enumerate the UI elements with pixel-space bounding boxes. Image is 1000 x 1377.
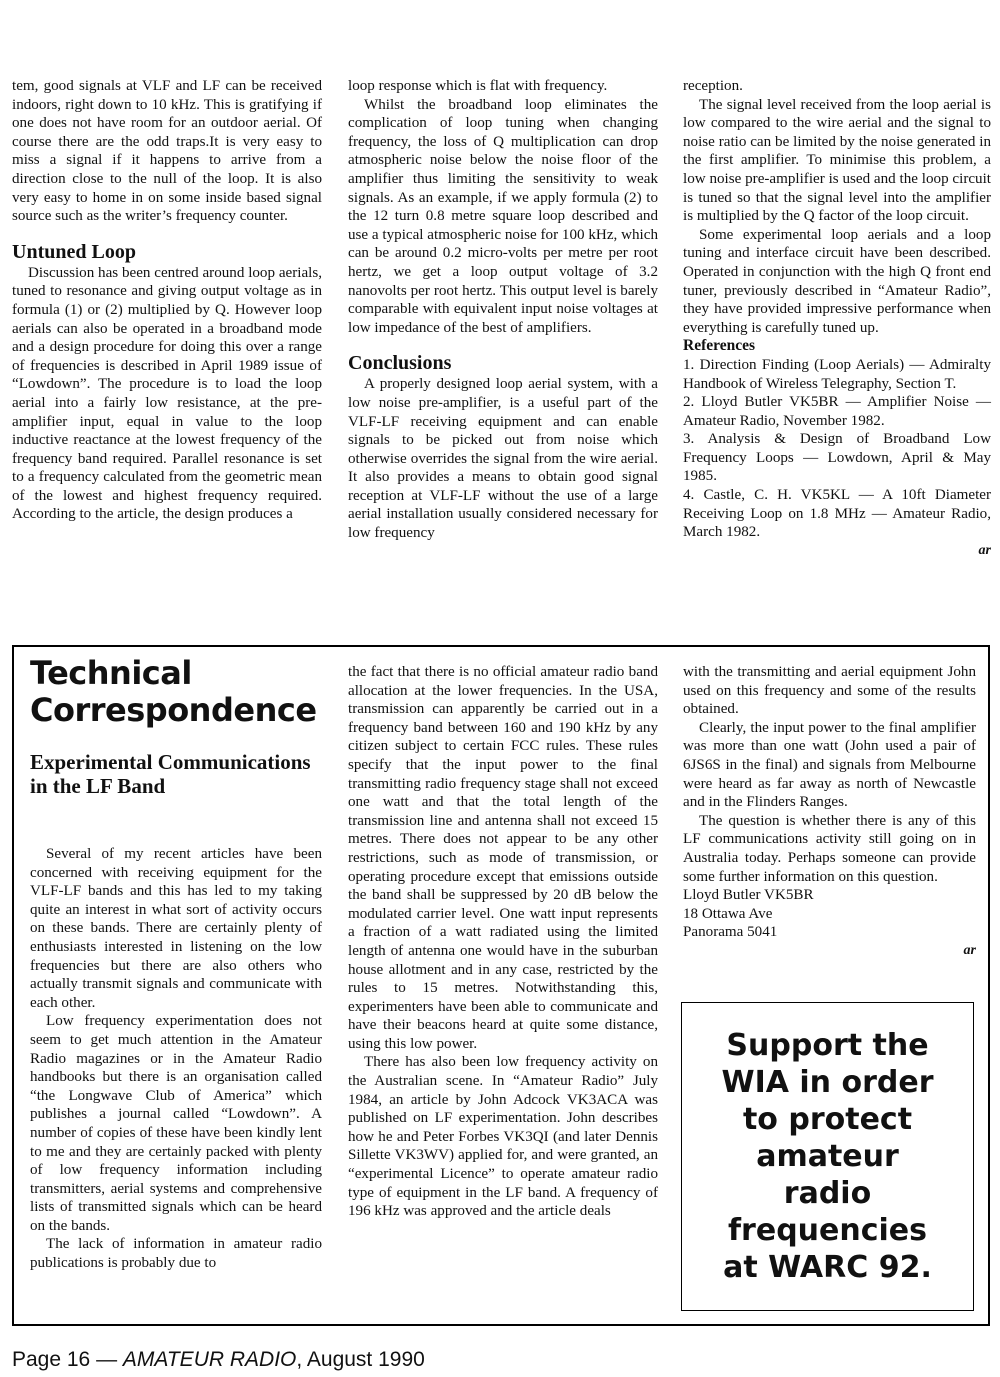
paragraph: Low frequency experimentation does not seem to get much attention in the Amateur Radio magazines or in the Amateur Radio handbooks but there is an organisation called “the Longwave Club of America” which publishes a journal called “Lowdown”. A number of copies of these have been kindly lent to me and they are certainly packed with plenty of low frequency information including transmitters, aerial systems and comprehensive lists of transmitted signals which can be heard on the bands. [30,1013,322,1234]
page-number: Page 16 — [12,1348,123,1371]
wia-advert-box [681,1002,974,1311]
article-end-mark: ar [978,542,991,558]
tc-column-1 [30,845,322,1273]
page-footer [12,1348,425,1372]
reference-item: 1. Direction Finding (Loop Aerials) — Admiralty Handbook of Wireless Telegraphy, Section T. [683,356,991,392]
tc-column-3 [683,663,976,961]
paragraph: with the transmitting and aerial equipment John used on this frequency and some of the results obtained. [683,664,976,718]
section-heading-conclusions: Conclusions [348,352,452,375]
article-title: Experimental Communications in the LF Band [30,750,311,798]
reference-item: 2. Lloyd Butler VK5BR — Amplifier Noise — Amateur Radio, November 1982. [683,394,991,429]
reference-item: 4. Castle, C. H. VK5KL — A 10ft Diameter Receiving Loop on 1.8 MHz — Amateur Radio, March 1982. [683,487,991,541]
author-name: Lloyd Butler VK5BR [683,887,814,904]
paragraph: The question is whether there is any of this LF communications activity still going on in Australia today. Perhaps someone can provide some further information on this question. [683,812,976,885]
paragraph: Whilst the broadband loop eliminates the complication of loop tuning when changing frequency, the loss of Q multiplication can drop atmospheric noise below the noise floor of the amplifier thus limiting the sensitivity to weak signals. As an example, if we apply formula (2) to the 12 turn 0.8 metre square loop described and use a typical atmospheric noise for 100 kHz, which can be around 0.2 micro-volts per metre per root hertz, we get a loop output voltage of 3.2 nanovolts per root hertz. This output level is barely comparable with equivalent input noise voltages at low impedance of the best of amplifiers. [348,96,658,336]
paragraph: There has also been low frequency activity on the Australian scene. In “Amateur Radio” July 1984, an article by John Adcock VK3ACA was published on LF experimentation. John describes how he and Peter Forbes VK3QI (and later Dennis Sillette VK3WV) applied for, and were granted, an “experimental Licence” to operate amateur radio type of equipment in the LF band. A frequency of 196 kHz was approved and the article deals [348,1054,658,1220]
section-heading-untuned-loop: Untuned Loop [12,240,136,263]
paragraph: Discussion has been centred around loop aerials, tuned to resonance and giving output voltage as in formula (1) or (2) multiplied by Q. However loop aerials can also be operated in a broadband mode and a design procedure for doing this over a range of frequencies is described in April 1989 issue of “Lowdown”. The procedure is to load the loop aerial into a fairly low resistance, at the pre-amplifier input, equal in value to the loop inductive reactance at the lowest frequency of the frequency band required. Parallel resonance is set to a frequency calculated from the geometric mean of the lowest and highest frequency required. According to the article, the design produces a [12,264,322,523]
paragraph: loop response which is flat with frequency. [348,78,608,94]
reference-item: 3. Analysis & Design of Broadband Low Frequency Loops — Lowdown, April & May 1985. [683,431,991,485]
top-column-3 [683,77,991,560]
wia-advert-text: Support the WIA in order to protect amateur radio frequencies at WARC 92. [721,1028,934,1285]
section-title [30,655,340,729]
author-address: Panorama 5041 [683,924,778,941]
references-heading: References [683,337,756,355]
paragraph: the fact that there is no official amateur radio band allocation at the lower frequencies. In the USA, transmission can apparently be carried out in a frequency band between 160 and 190 kHz by any citizen subject to certain FCC rules. These rules specify that the input power to the final transmitting radio frequency stage shall not exceed one watt and that the total length of the transmission line and antenna shall not exceed 15 metres. There does not appear to be any other restrictions, such as mode of transmission, or operating procedure except that emissions outside the band shall be suppressed by 20 dB below the modulated carrier level. One watt input represents a fraction of a watt radiated using the limited length of antenna one would have in the suburban house allotment and in any case, restricted by the rules to 15 metres. Notwithstanding this, experimenters have been able to communicate and have their beacons heard at quite some distance, using this low power. [348,664,658,1052]
title-line: Correspondence [30,691,317,729]
magazine-name: AMATEUR RADIO [122,1348,297,1371]
paragraph: The lack of information in amateur radio publications is probably due to [30,1236,322,1272]
paragraph: tem, good signals at VLF and LF can be received indoors, right down to 10 kHz. This is gratifying if one does not have room for an outdoor aerial. Of course there are the odd traps.It is very easy to miss a signal if it happens to arrive from a direction close to the null of the loop. It is also very easy to home in on some inside based signal source such as the writer’s frequency counter. [12,78,322,225]
paragraph: Some experimental loop aerials and a loop tuning and interface circuit have been described. Operated in conjunction with the high Q front end tuner, previously described in “Amateur Radio”, they have provided impressive performance when everything is carefully tuned up. [683,226,991,336]
paragraph: reception. [683,78,743,94]
tc-column-2 [348,663,658,1221]
issue-date: , August 1990 [296,1348,425,1371]
paragraph: Clearly, the input power to the final amplifier was more than one watt (John used a pair of 6JS6S in the final) and signals from Melbourne were heard as far away as north of Newcastle and in the Flinders Ranges. [683,719,976,811]
article-end-mark: ar [963,942,976,958]
top-column-1 [12,77,322,524]
top-column-2 [348,77,658,543]
paragraph: A properly designed loop aerial system, with a low noise pre-amplifier, is a useful part of the VLF-LF receiving equipment and can enable signals to be picked out from noise which otherwise overrides the signal from the wire aerial. It also provides a means to obtain good signal reception at VLF-LF without the use of a large aerial installation usually considered necessary for low frequency [348,376,658,542]
author-address: 18 Ottawa Ave [683,905,773,922]
title-line: Technical [30,654,192,692]
paragraph: Several of my recent articles have been concerned with receiving equipment for the VLF-LF bands and this has led to my taking quite an interest in what sort of activity occurs on these bands. There are certainly plenty of enthusiasts interested in listening on the low frequencies but there are also others who actually transmit signals and communicate with each other. [30,846,322,1011]
paragraph: The signal level received from the loop aerial is low compared to the wire aerial and the signal to noise ratio can be limited by the noise generated in the first amplifier. To minimise this problem, a low noise pre-amplifier is used and the loop circuit is tuned so that the signal level into the amplifier is multiplied by the Q factor of the loop circuit. [683,96,991,225]
